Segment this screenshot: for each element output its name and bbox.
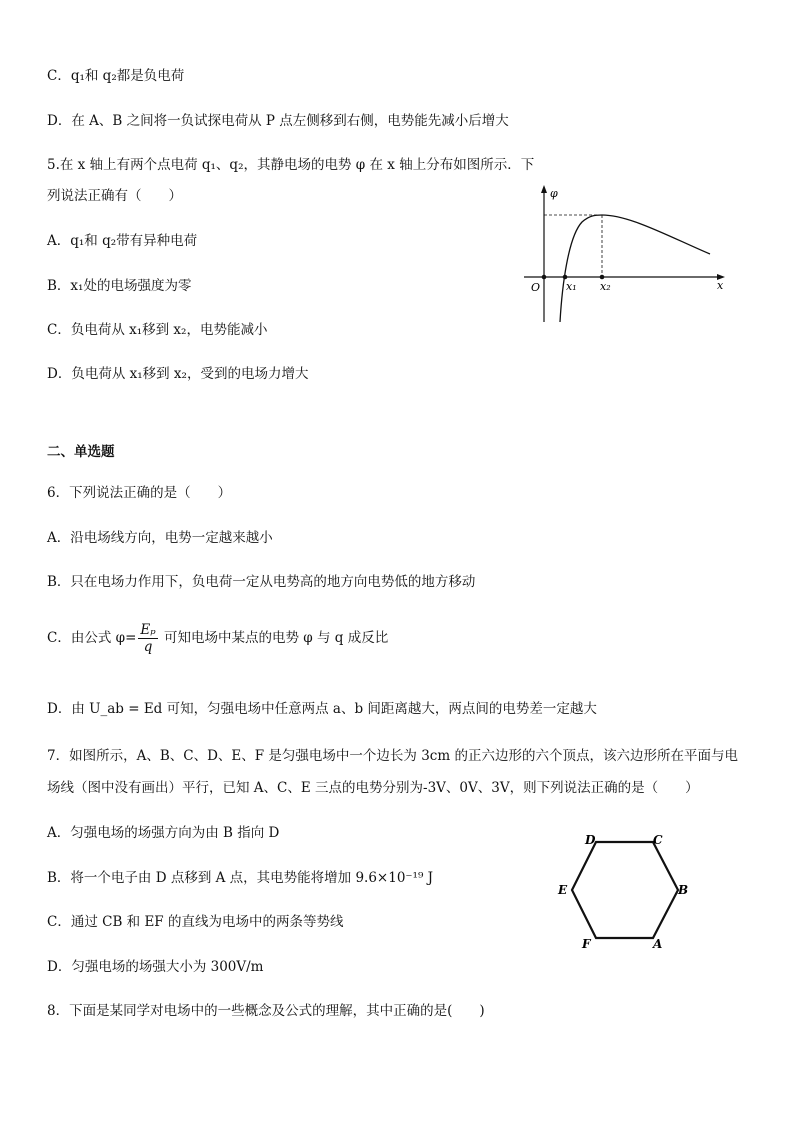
- formula-numerator: Eₚ: [140, 622, 156, 638]
- x1-label: x₁: [566, 280, 577, 293]
- q5-stem-line1: 5.在 x 轴上有两个点电荷 q₁、q₂，其静电场的电势 φ 在 x 轴上分布如图所示．下: [47, 157, 535, 173]
- y-axis-arrow: [541, 185, 547, 193]
- hexagon-figure: [553, 828, 693, 953]
- q5-option-b: B．x₁处的电场强度为零: [47, 278, 192, 294]
- q8-stem: 8．下面是某同学对电场中的一些概念及公式的理解，其中正确的是( ): [47, 1003, 485, 1019]
- q6-option-c-prefix: C．由公式 φ=: [47, 630, 137, 646]
- vertex-label-f: F: [582, 937, 591, 951]
- q7-option-b: B．将一个电子由 D 点移到 A 点，其电势能将增加 9.6×10⁻¹⁹ J: [47, 870, 434, 886]
- q6-option-d: D．由 U_ab = Ed 可知，匀强电场中任意两点 a、b 间距离越大，两点间的电势差一定越大: [47, 701, 597, 717]
- q7-option-c: C．通过 CB 和 EF 的直线为电场中的两条等势线: [47, 914, 344, 930]
- q6-option-c-suffix: 可知电场中某点的电势 φ 与 q 成反比: [159, 630, 389, 646]
- q6-option-c: [47, 622, 388, 655]
- x-axis-label: x: [717, 279, 724, 292]
- x1-point: [563, 275, 568, 280]
- x2-point: [600, 275, 605, 280]
- q5-option-c: C．负电荷从 x₁移到 x₂，电势能减小: [47, 322, 268, 338]
- q5-option-d: D．负电荷从 x₁移到 x₂，受到的电场力增大: [47, 366, 309, 382]
- formula-denominator: q: [143, 639, 153, 655]
- vertex-label-e: E: [558, 883, 568, 897]
- q7-option-d: D．匀强电场的场强大小为 300V/m: [47, 959, 264, 975]
- potential-curve: [560, 215, 710, 322]
- origin-point: [542, 275, 547, 280]
- q7-option-a: A．匀强电场的场强方向为由 B 指向 D: [47, 825, 280, 841]
- q6-option-b: B．只在电场力作用下，负电荷一定从电势高的地方向电势低的地方移动: [47, 574, 476, 590]
- q6-option-a: A．沿电场线方向，电势一定越来越小: [47, 530, 273, 546]
- vertex-label-d: D: [585, 833, 596, 847]
- potential-graph: [520, 182, 735, 327]
- q4-option-c: C．q₁和 q₂都是负电荷: [47, 68, 185, 84]
- q7-stem-line2: 场线（图中没有画出）平行，已知 A、C、E 三点的电势分别为-3V、0V、3V，则下列说法正确的是（ ）: [47, 780, 699, 796]
- hexagon-shape: [572, 842, 678, 938]
- origin-label: O: [531, 281, 541, 294]
- potential-formula-fraction: [138, 622, 157, 655]
- x2-label: x₂: [600, 280, 611, 293]
- q4-option-d: D．在 A、B 之间将一负试探电荷从 P 点左侧移到右侧，电势能先减小后增大: [47, 113, 509, 129]
- q5-option-a: A．q₁和 q₂带有异种电荷: [47, 233, 198, 249]
- q7-stem-line1: 7．如图所示，A、B、C、D、E、F 是匀强电场中一个边长为 3cm 的正六边形的六个顶点，该六边形所在平面与电: [47, 748, 738, 764]
- q6-stem: 6．下列说法正确的是（ ）: [47, 485, 232, 501]
- section-heading: 二、单选题: [47, 444, 115, 460]
- y-axis-label: φ: [550, 187, 558, 200]
- vertex-label-c: C: [653, 833, 663, 847]
- vertex-label-b: B: [678, 883, 689, 897]
- q5-stem-line2: 列说法正确有（ ）: [47, 188, 182, 204]
- vertex-label-a: A: [653, 937, 663, 951]
